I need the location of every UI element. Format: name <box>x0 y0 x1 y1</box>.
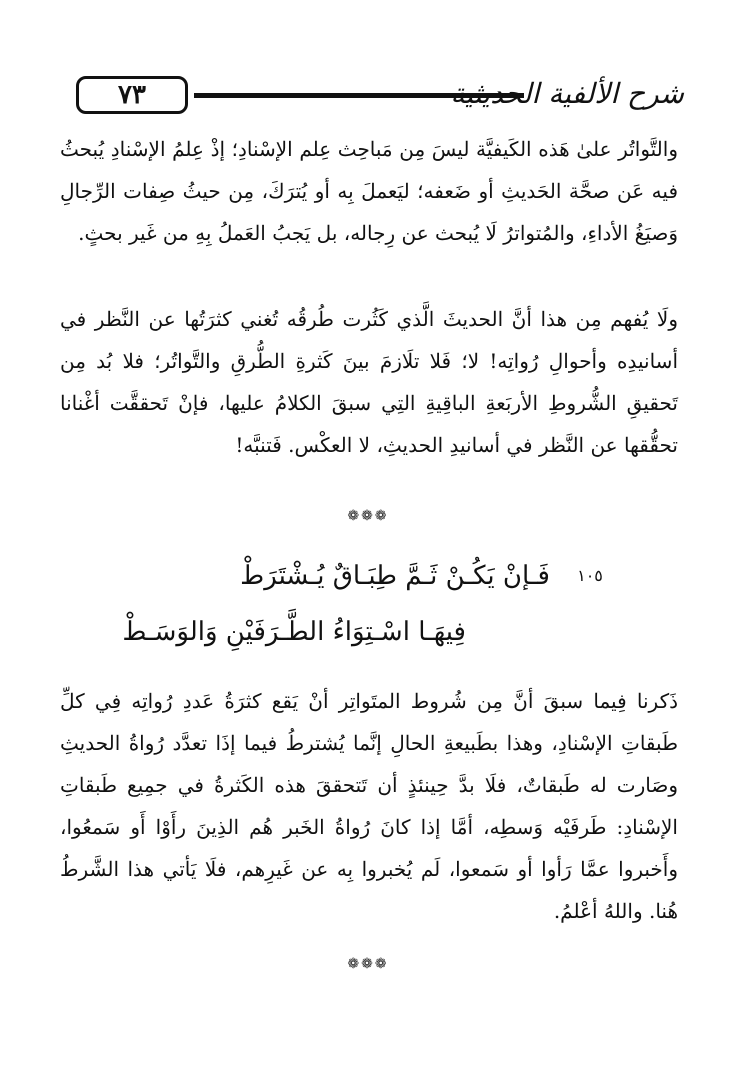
ornament-divider: ❁❁❁ <box>347 508 389 524</box>
page-number: ٧٣ <box>118 80 146 110</box>
verse-hemistich-first: فَـإنْ يَكُـنْ ثَـمَّ طِبَـاقٌ يُـشْتَرَطْ <box>240 561 550 591</box>
paragraph-2: ولَا يُفهم مِن هذا أنَّ الحديثَ الَّذي كَثُرت طُرقُه تُغني كثرَتُها عن النَّظر في أسانيدِه وأحوالِ رُواتِه! لا؛ فَلا تلَازمَ بينَ كَثرةِ الطُّرقِ والتَّواتُر؛ فلا بُد مِن تَحقيقِ الشُّروطِ الأربَعةِ الباقِيةِ التِي سبقَ الكلامُ عليها، فإنْ تَحققَّت أغْنانا تحقُّقها عن النَّظر في أسانيدِ الحديثِ، لا العكْس. فَتنبَّه! <box>60 307 678 457</box>
verse-hemistich-second: فِيهَـا اسْـتِوَاءُ الطَّـرَفَيْنِ وَالوَسَـطْ <box>122 617 466 647</box>
ornament-divider: ❁❁❁ <box>347 956 389 972</box>
page-header <box>72 72 684 120</box>
verse-number: ١٠٥ <box>577 566 603 585</box>
paragraph-3: ذَكرنا فِيما سبقَ أنَّ مِن شُروط المتَواتِر أنْ يَقع كثرَةُ عَددِ رُواتِه فِي كلِّ طَبقاتِ الإسْنادِ، وهذا بطَبيعةِ الحالِ إنَّما يُشترطُ فيما إذَا تعدَّد رُواةُ الحديثِ وصَارت له طَبقاتٌ، فلَا بدَّ حِينئذٍ أن تَتحققَ هذه الكَثرةُ في جمِيع طَبقاتِ الإسْنادِ: طَرفَيْه وَسطِه، أمَّا إذا كانَ رُواةُ الخَبر هُم الذِينَ رأَوْا أَو سَمعُوا، وأَخبروا عمَّا رَأوا أو سَمعوا، لَم يُخبروا بِه عن غَيرِهم، فلَا يَأتي هذا الشَّرطُ هُنا. واللهُ أعْلمُ. <box>60 689 678 923</box>
running-title: شرح الألفية الحديثية <box>450 77 684 110</box>
page-number-box <box>76 76 188 114</box>
paragraph-1: والتَّواتُر علىٰ هَذه الكَيفيَّة ليسَ مِن مَباحِث عِلم الإسْنادِ؛ إذْ عِلمُ الإسْنادِ يُبحثُ فيه عَن صحَّة الحَديثِ أو ضَعفه؛ ليَعملَ بِه أو يُترَكَ، مِن حيثُ صِفات الرِّجالِ وَصيَغُ الأداءِ، والمُتواترُ لَا يُبحث عن رِجاله، بل يَجبُ العَملُ بِهِ من غَير بحثٍ. <box>60 137 678 245</box>
